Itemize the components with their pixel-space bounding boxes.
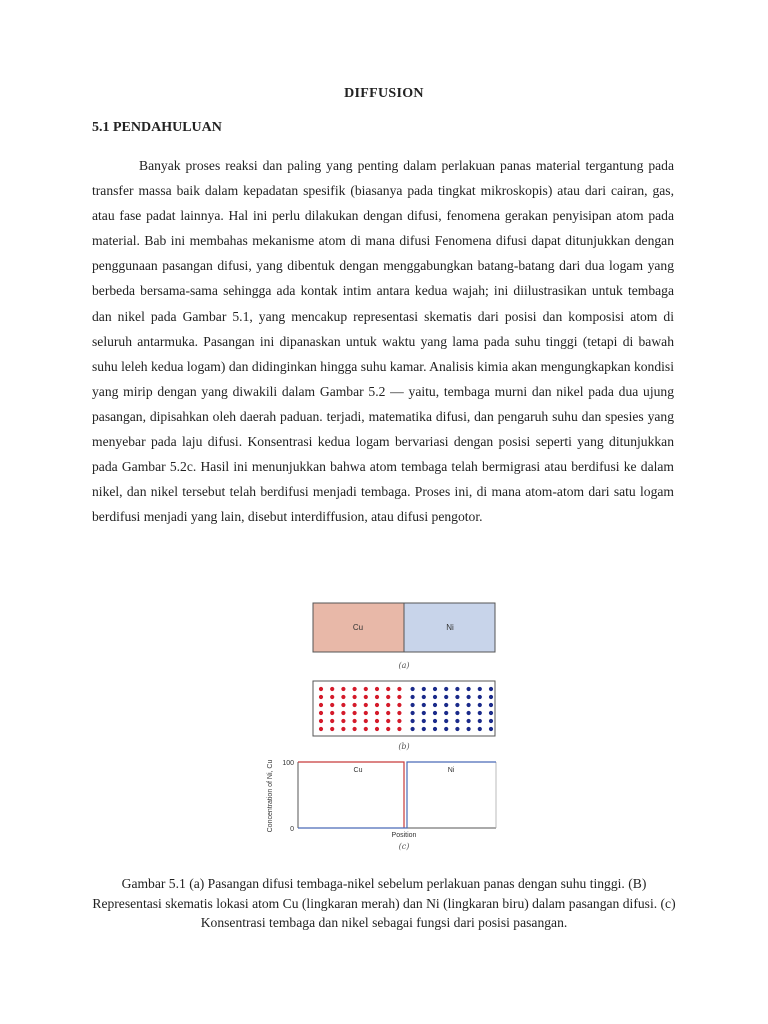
ni-atom-dot bbox=[478, 719, 482, 723]
ni-atom-dot bbox=[433, 727, 437, 731]
ni-atom-dot bbox=[478, 727, 482, 731]
ni-atom-dot bbox=[478, 703, 482, 707]
document-title: DIFFUSION bbox=[344, 86, 424, 101]
ni-atom-dot bbox=[455, 719, 459, 723]
ni-atom-dot bbox=[467, 687, 471, 691]
panel-c-sublabel: (c) bbox=[398, 842, 410, 851]
cu-atom-dot bbox=[341, 703, 345, 707]
ni-atom-dot bbox=[444, 687, 448, 691]
cu-atom-dot bbox=[364, 719, 368, 723]
cu-atom-dot bbox=[330, 695, 334, 699]
cu-atom-dot bbox=[386, 719, 390, 723]
ni-atom-dot bbox=[433, 695, 437, 699]
ni-atom-dot bbox=[455, 727, 459, 731]
cu-atom-dot bbox=[341, 695, 345, 699]
ni-atom-dot bbox=[444, 711, 448, 715]
ni-atom-dot bbox=[444, 727, 448, 731]
cu-atom-dot bbox=[364, 727, 368, 731]
cu-atom-dot bbox=[386, 727, 390, 731]
cu-concentration-line bbox=[298, 762, 404, 828]
cu-atom-dot bbox=[375, 719, 379, 723]
cu-atom-dot bbox=[375, 695, 379, 699]
cu-atom-dot bbox=[397, 687, 401, 691]
y-max-label: 100 bbox=[282, 760, 294, 767]
cu-atom-dot bbox=[341, 711, 345, 715]
ni-atom-dot bbox=[433, 703, 437, 707]
cu-atom-dot bbox=[375, 711, 379, 715]
cu-atom-dot bbox=[397, 711, 401, 715]
ni-atom-dot bbox=[422, 727, 426, 731]
ni-concentration-line bbox=[298, 762, 496, 828]
cu-atom-dot bbox=[364, 711, 368, 715]
panel-a-sublabel: (a) bbox=[398, 661, 410, 670]
cu-atom-dot bbox=[330, 703, 334, 707]
figure-caption: Gambar 5.1 (a) Pasangan difusi tembaga-nikel sebelum perlakuan panas dengan suhu tinggi. (B) Representasi skematis lokasi atom Cu (lingkaran merah) dan Ni (lingkaran biru) dalam pasangan difusi. (c) Konsentrasi tembaga dan nikel sebagai fungsi dari posisi pasangan. bbox=[92, 876, 676, 930]
ni-atom-dot bbox=[411, 703, 415, 707]
ni-atom-dot bbox=[433, 687, 437, 691]
cu-atom-dot bbox=[330, 711, 334, 715]
cu-atom-dot bbox=[353, 719, 357, 723]
ni-atom-dot bbox=[444, 695, 448, 699]
cu-atom-dot bbox=[364, 695, 368, 699]
ni-atom-dot bbox=[478, 711, 482, 715]
cu-atom-dot bbox=[353, 711, 357, 715]
cu-atom-dot bbox=[330, 719, 334, 723]
cu-atom-dot bbox=[341, 719, 345, 723]
ni-atom-dot bbox=[467, 695, 471, 699]
ni-atom-dot bbox=[489, 727, 493, 731]
ni-atom-dot bbox=[455, 703, 459, 707]
panel-b-sublabel: (b) bbox=[398, 742, 410, 751]
cu-atom-dot bbox=[330, 727, 334, 731]
cu-atom-dot bbox=[386, 703, 390, 707]
ni-atom-dot bbox=[422, 719, 426, 723]
cu-atom-dot bbox=[397, 727, 401, 731]
cu-atom-dot bbox=[386, 687, 390, 691]
ni-atom-dot bbox=[422, 703, 426, 707]
ni-atom-dot bbox=[422, 711, 426, 715]
ni-atom-dot bbox=[411, 727, 415, 731]
ni-atom-dot bbox=[489, 711, 493, 715]
cu-atom-dot bbox=[375, 727, 379, 731]
ni-atom-dot bbox=[489, 703, 493, 707]
ni-atom-dot bbox=[467, 711, 471, 715]
ni-atom-dot bbox=[411, 695, 415, 699]
ni-atom-dot bbox=[455, 711, 459, 715]
y-axis-label: Concentration of Ni, Cu bbox=[267, 759, 274, 833]
cu-atom-dot bbox=[375, 687, 379, 691]
ni-atom-dot bbox=[444, 703, 448, 707]
cu-atom-dot bbox=[319, 703, 323, 707]
ni-atom-dot bbox=[489, 687, 493, 691]
y-min-label: 0 bbox=[290, 826, 294, 833]
cu-atom-dot bbox=[353, 703, 357, 707]
panel-a-cu-label: Cu bbox=[352, 623, 364, 632]
ni-atom-dot bbox=[444, 719, 448, 723]
cu-atom-dot bbox=[397, 703, 401, 707]
cu-atom-dot bbox=[341, 687, 345, 691]
ni-atom-dot bbox=[489, 695, 493, 699]
cu-atom-dot bbox=[319, 695, 323, 699]
cu-atom-dot bbox=[353, 695, 357, 699]
cu-atom-dot bbox=[386, 695, 390, 699]
cu-atom-dot bbox=[319, 711, 323, 715]
ni-atom-dot bbox=[489, 719, 493, 723]
cu-atom-dot bbox=[319, 687, 323, 691]
ni-atom-dot bbox=[478, 695, 482, 699]
body-paragraph: Banyak proses reaksi dan paling yang penting dalam perlakuan panas material tergantung pada transfer massa baik dalam kepadatan spesifik (biasanya pada tingkat mikroskopis) atau dari cairan, gas, atau fase padat lainnya. Hal ini perlu dilakukan dengan difusi, fenomena gerakan penyisipan atom pada material. Bab ini membahas mekanisme atom di mana difusi Fenomena difusi dapat ditunjukkan dengan penggunaan pasangan difusi, yang dibentuk dengan menggabungkan batang-batang dari dua logam yang berbeda bersama-sama sehingga ada kontak intim antara kedua wajah; ini diilustrasikan untuk tembaga dan nikel pada Gambar 5.1, yang mencakup representasi skematis dari posisi dan komposisi atom di seluruh antarmuka. Pasangan ini dipanaskan untuk waktu yang lama pada suhu tinggi (tetapi di bawah suhu leleh kedua logam) dan didinginkan hingga suhu kamar. Analisis kimia akan mengungkapkan kondisi yang mirip dengan yang diwakili dalam Gambar 5.2 — yaitu, tembaga murni dan nikel pada dua ujung pasangan, dipisahkan oleh daerah paduan. terjadi, matematika difusi, dan pengaruh suhu dan spesies yang menyebar pada laju difusi. Konsentrasi kedua logam bervariasi dengan posisi seperti yang ditunjukkan pada Gambar 5.2c. Hasil ini menunjukkan bahwa atom tembaga telah bermigrasi atau berdifusi ke dalam nikel, dan nikel tersebut telah berdifusi menjadi tembaga. Proses ini, di mana atom-atom dari satu logam berdifusi menjadi yang lain, disebut interdiffusion, atau difusi pengotor. bbox=[92, 158, 674, 525]
x-axis-label: Position bbox=[391, 832, 417, 839]
cu-atom-dot bbox=[364, 687, 368, 691]
ni-atom-dot bbox=[422, 687, 426, 691]
ni-atom-dot bbox=[455, 687, 459, 691]
cu-atom-dot bbox=[319, 719, 323, 723]
panel-a-ni-label: Ni bbox=[446, 623, 454, 632]
panel-c-cu-label: Cu bbox=[353, 767, 363, 774]
ni-atom-dot bbox=[478, 687, 482, 691]
figure-panel-c bbox=[258, 754, 503, 854]
section-heading: 5.1 PENDAHULUAN bbox=[92, 120, 222, 135]
panel-c-ni-label: Ni bbox=[447, 767, 455, 774]
cu-atom-dot bbox=[397, 695, 401, 699]
ni-atom-dot bbox=[422, 695, 426, 699]
figure-panel-b bbox=[310, 678, 500, 754]
cu-atom-dot bbox=[353, 687, 357, 691]
cu-atom-dot bbox=[364, 703, 368, 707]
ni-atom-dot bbox=[433, 711, 437, 715]
cu-atom-dot bbox=[353, 727, 357, 731]
ni-atom-dot bbox=[467, 719, 471, 723]
ni-atom-dot bbox=[455, 695, 459, 699]
cu-atom-dot bbox=[319, 727, 323, 731]
ni-atom-dot bbox=[411, 687, 415, 691]
ni-atom-dot bbox=[433, 719, 437, 723]
cu-atom-dot bbox=[330, 687, 334, 691]
ni-atom-dot bbox=[411, 711, 415, 715]
cu-atom-dot bbox=[386, 711, 390, 715]
cu-atom-dot bbox=[397, 719, 401, 723]
ni-atom-dot bbox=[467, 703, 471, 707]
cu-atom-dot bbox=[341, 727, 345, 731]
ni-atom-dot bbox=[411, 719, 415, 723]
ni-atom-dot bbox=[467, 727, 471, 731]
figure-panel-a bbox=[310, 600, 500, 672]
cu-atom-dot bbox=[375, 703, 379, 707]
